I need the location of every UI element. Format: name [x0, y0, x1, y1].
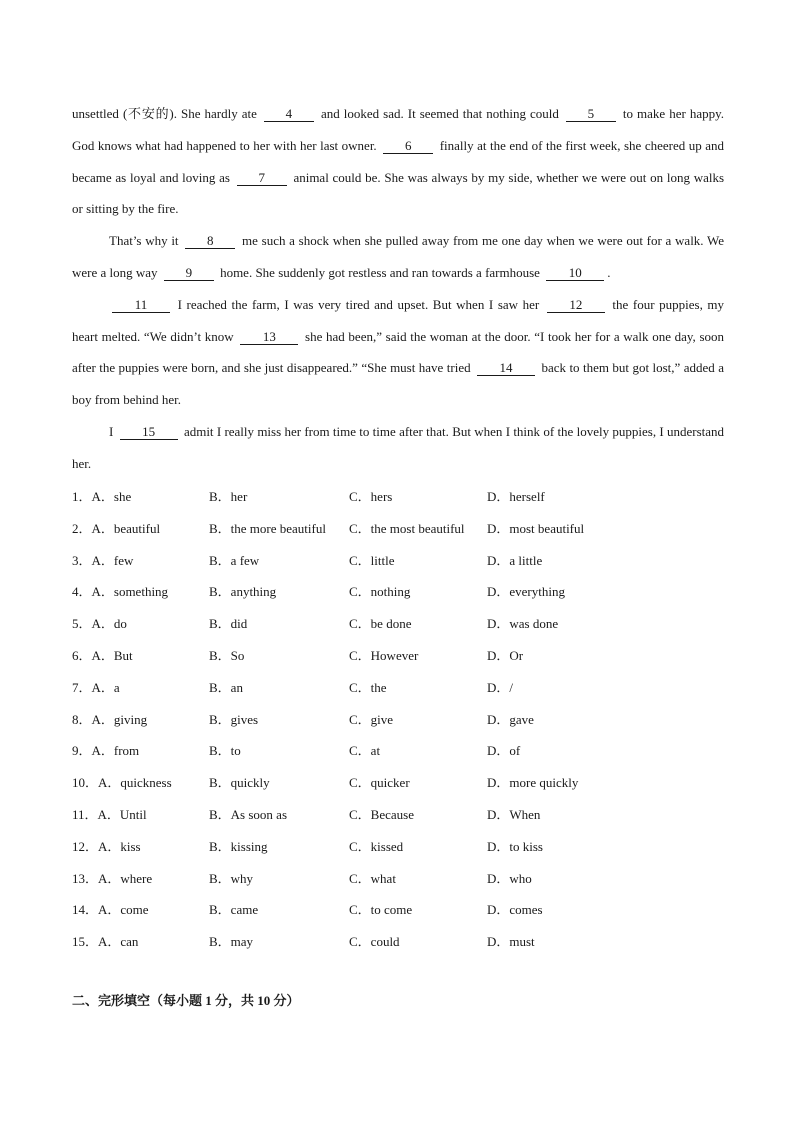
blank-8[interactable]: 8: [185, 234, 235, 249]
passage-text: back to them but got lost,” added a boy from behind her.: [72, 360, 724, 408]
option-b[interactable]: B．quickly: [209, 775, 270, 791]
option-b[interactable]: B．anything: [209, 584, 277, 600]
question-options-list: [72, 480, 724, 957]
option-c[interactable]: C．the most beautiful: [349, 520, 465, 536]
option-d[interactable]: D．When: [487, 806, 541, 822]
option-a[interactable]: 6．A．But: [72, 647, 133, 663]
option-a[interactable]: 10．A．quickness: [72, 775, 172, 791]
option-b[interactable]: B．the more beautiful: [209, 520, 326, 536]
question-row: [72, 670, 724, 702]
passage-text: finally at the end of the first week, she cheered up and became as loyal and loving as: [72, 137, 724, 185]
option-c[interactable]: C．hers: [349, 488, 393, 504]
option-b[interactable]: B．to: [209, 743, 241, 759]
passage-text: the four puppies, my heart melted. “We didn’t know: [72, 296, 725, 344]
option-d[interactable]: D．gave: [487, 711, 534, 727]
option-a[interactable]: 8．A．giving: [72, 711, 148, 727]
option-c[interactable]: C．to come: [349, 902, 413, 918]
question-row: [72, 639, 724, 671]
option-a[interactable]: 1．A．she: [72, 488, 132, 504]
blank-4[interactable]: 4: [264, 107, 314, 122]
blank-14[interactable]: 14: [477, 361, 535, 376]
blank-9[interactable]: 9: [164, 266, 214, 281]
option-c[interactable]: C．kissed: [349, 838, 404, 854]
option-a[interactable]: 13．A．where: [72, 870, 153, 886]
option-d[interactable]: D．to kiss: [487, 838, 543, 854]
option-a[interactable]: 9．A．from: [72, 743, 140, 759]
option-b[interactable]: B．kissing: [209, 838, 268, 854]
option-a[interactable]: 12．A．kiss: [72, 838, 141, 854]
passage-text: unsettled (不安的). She hardly ate: [72, 106, 257, 121]
option-b[interactable]: B．did: [209, 616, 248, 632]
blank-5[interactable]: 5: [566, 107, 616, 122]
option-b[interactable]: B．an: [209, 679, 243, 695]
option-b[interactable]: B．a few: [209, 552, 260, 568]
option-d[interactable]: D．comes: [487, 902, 543, 918]
question-row: [72, 829, 724, 861]
option-c[interactable]: C．nothing: [349, 584, 411, 600]
passage-text: home. She suddenly got restless and ran towards a farmhouse: [220, 264, 540, 280]
option-b[interactable]: B．So: [209, 647, 245, 663]
question-row: [72, 543, 724, 575]
question-row: [72, 702, 724, 734]
option-c[interactable]: C．what: [349, 870, 396, 886]
option-a[interactable]: 11．A．Until: [72, 806, 147, 822]
passage-text: admit I really miss her from time to time after that. But when I think of the lovely puppies, I understand her.: [72, 423, 725, 471]
question-row: [72, 575, 724, 607]
option-d[interactable]: D．was done: [487, 616, 559, 632]
passage-paragraph-1: [72, 98, 724, 225]
passage-text: .: [607, 264, 611, 280]
option-a[interactable]: 15．A．can: [72, 934, 139, 950]
question-row: [72, 766, 724, 798]
option-a[interactable]: 5．A．do: [72, 616, 127, 632]
blank-10[interactable]: 10: [546, 266, 604, 281]
question-row: [72, 925, 724, 957]
passage-text: she had been,” said the woman at the door. “I took her for a walk one day, soon after the puppies were born, and she just disappeared.” “She must have tried: [72, 328, 725, 376]
blank-7[interactable]: 7: [237, 171, 287, 186]
option-c[interactable]: C．little: [349, 552, 395, 568]
blank-15[interactable]: 15: [120, 425, 178, 440]
option-c[interactable]: C．the: [349, 679, 387, 695]
question-row: [72, 511, 724, 543]
option-d[interactable]: D．Or: [487, 647, 524, 663]
blank-12[interactable]: 12: [547, 298, 605, 313]
passage-text: me such a shock when she pulled away from me one day when we were out for a walk. We were a long way: [72, 233, 725, 280]
option-c[interactable]: C．However: [349, 647, 419, 663]
option-c[interactable]: C．be done: [349, 616, 412, 632]
option-d[interactable]: D．who: [487, 870, 532, 886]
option-a[interactable]: 4．A．something: [72, 584, 169, 600]
option-a[interactable]: 3．A．few: [72, 552, 134, 568]
blank-6[interactable]: 6: [383, 139, 433, 154]
option-c[interactable]: C．at: [349, 743, 381, 759]
question-row: [72, 480, 724, 512]
option-d[interactable]: D．everything: [487, 584, 565, 600]
option-c[interactable]: C．give: [349, 711, 394, 727]
option-b[interactable]: B．her: [209, 488, 248, 504]
question-row: [72, 861, 724, 893]
option-d[interactable]: D．/: [487, 679, 514, 695]
passage-text: I reached the farm, I was very tired and upset. But when I saw her: [177, 296, 540, 312]
blank-13[interactable]: 13: [240, 330, 298, 345]
passage-paragraph-3: [72, 289, 724, 416]
question-row: [72, 607, 724, 639]
passage-text: animal could be. She was always by my side, whether we were out on long walks or sitting by the fire.: [72, 169, 725, 217]
passage-text: That’s why it: [109, 233, 179, 249]
worksheet-page: [72, 98, 724, 957]
option-b[interactable]: B．gives: [209, 711, 259, 727]
passage-text: I: [109, 423, 114, 439]
passage-paragraph-4: [72, 416, 724, 480]
passage-text: and looked sad. It seemed that nothing could: [320, 106, 559, 121]
passage-paragraph-2: [72, 225, 724, 289]
blank-11[interactable]: 11: [112, 298, 170, 313]
question-row: [72, 798, 724, 830]
option-a[interactable]: 2．A．beautiful: [72, 520, 161, 536]
option-d[interactable]: D．most beautiful: [487, 520, 585, 536]
option-c[interactable]: C．quicker: [349, 775, 410, 791]
passage-text: to make her happy. God knows what had happened to her with her last owner.: [72, 106, 725, 153]
option-d[interactable]: D．more quickly: [487, 775, 579, 791]
option-b[interactable]: B．why: [209, 870, 254, 886]
section-title: 二、完形填空（每小题 1 分，共 10 分）: [72, 993, 300, 1008]
option-c[interactable]: C．could: [349, 934, 400, 950]
option-d[interactable]: D．a little: [487, 552, 543, 568]
option-a[interactable]: 14．A．come: [72, 902, 149, 918]
question-row: [72, 734, 724, 766]
option-d[interactable]: D．herself: [487, 488, 545, 504]
option-d[interactable]: D．of: [487, 743, 521, 759]
option-b[interactable]: B．may: [209, 934, 254, 950]
option-d[interactable]: D．must: [487, 934, 535, 950]
option-c[interactable]: C．Because: [349, 806, 414, 822]
option-a[interactable]: 7．A．a: [72, 679, 120, 695]
question-row: [72, 893, 724, 925]
option-b[interactable]: B．As soon as: [209, 806, 288, 822]
option-b[interactable]: B．came: [209, 902, 259, 918]
